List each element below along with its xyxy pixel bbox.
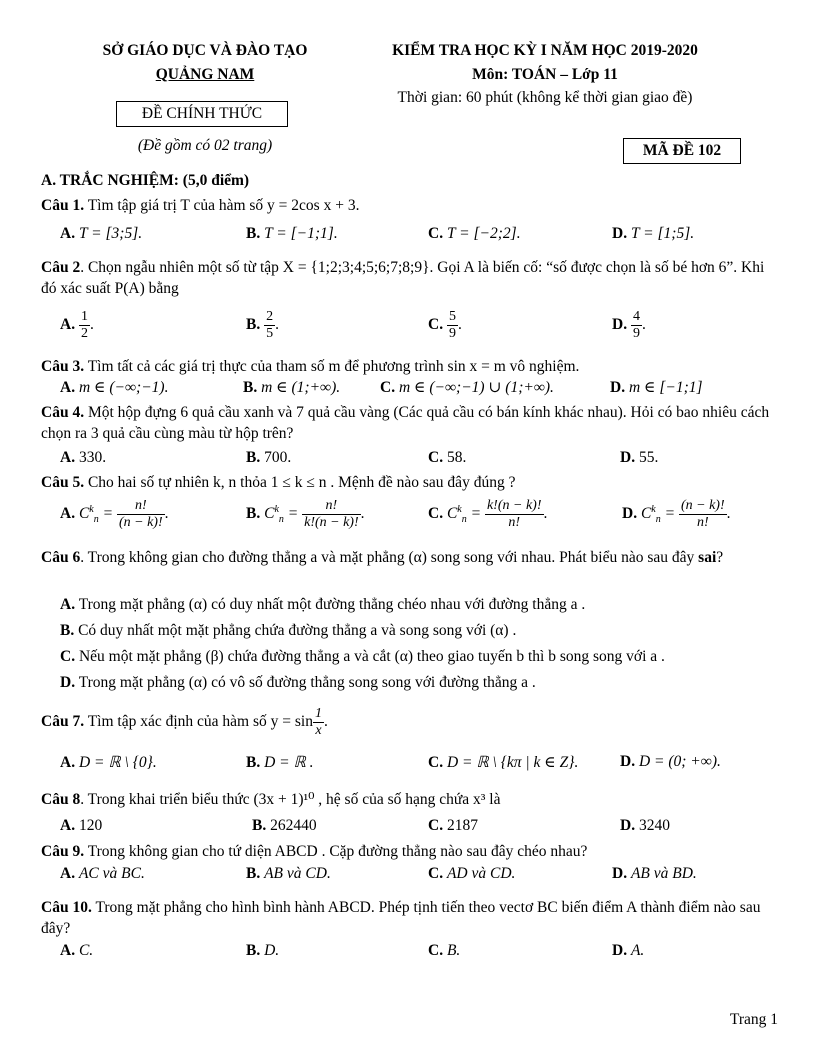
q8-option-d[interactable]: D. 3240: [620, 817, 670, 834]
page-number: Trang 1: [729, 1011, 778, 1028]
q10-option-b[interactable]: B. D.: [246, 942, 280, 959]
exam-title: KIỂM TRA HỌC KỲ I NĂM HỌC 2019-2020: [392, 42, 698, 59]
q3-option-a[interactable]: A. m ∈ (−∞;−1).: [60, 379, 169, 396]
q4-option-d[interactable]: D. 55.: [620, 449, 659, 466]
q5-option-d[interactable]: D. $C^k_n$ = $\frac{(n - k)!}{n!}$ .: [622, 498, 731, 530]
q3-option-c[interactable]: C. m ∈ (−∞;−1) ∪ (1;+∞).: [380, 379, 554, 396]
q4-option-a[interactable]: A. 330.: [60, 449, 107, 466]
q8-option-b[interactable]: B. 262440: [252, 817, 317, 834]
question-8: Câu 8. Trong khai triển biểu thức (3x + 1)¹⁰ , hệ số của số hạng chứa x³ là: [41, 791, 501, 808]
q9-option-d[interactable]: D. AB và BD.: [612, 865, 697, 882]
question-5: Câu 5. Cho hai số tự nhiên k, n thỏa 1 ≤ k ≤ n . Mệnh đề nào sau đây đúng ?: [41, 474, 516, 491]
q9-option-b[interactable]: B. AB và CD.: [246, 865, 331, 882]
official-box: ĐỀ CHÍNH THỨC: [116, 101, 288, 127]
q7-option-a[interactable]: A. D = ℝ \ {0}.: [60, 754, 157, 771]
code-box: MÃ ĐỀ 102: [623, 138, 741, 164]
question-9: Câu 9. Trong không gian cho tứ diện ABCD . Cặp đường thẳng nào sau đây chéo nhau?: [41, 843, 588, 860]
q4-option-b[interactable]: B. 700.: [246, 449, 292, 466]
q5-option-c[interactable]: C. $C^k_n$ = $\frac{k!(n - k)!}{n!}$ .: [428, 498, 548, 530]
q5-option-a[interactable]: A. $C^k_n$ = $\frac{n!}{(n - k)!}$ .: [60, 498, 169, 530]
pages-note: (Đề gồm có 02 trang): [137, 137, 273, 154]
q6-option-b[interactable]: B. Có duy nhất một mặt phẳng chứa đường thẳng a và song song với (α) .: [60, 622, 517, 639]
q1-option-a[interactable]: A. T = [3;5].: [60, 225, 143, 242]
q6-option-c[interactable]: C. Nếu một mặt phẳng (β) chứa đường thẳng a và cắt (α) theo giao tuyến b thì b song song với a .: [60, 648, 665, 665]
q10-option-a[interactable]: A. C.: [60, 942, 94, 959]
dept-name: SỞ GIÁO DỤC VÀ ĐÀO TẠO: [102, 42, 308, 59]
section-title: A. TRẮC NGHIỆM: (5,0 điểm): [41, 172, 250, 189]
q2-option-b[interactable]: B. $\frac{2}{5}$ .: [246, 309, 279, 341]
q6-option-d[interactable]: D. Trong mặt phẳng (α) có vô số đường thẳng song song với đường thẳng a .: [60, 674, 536, 691]
question-4: Câu 4. Một hộp đựng 6 quả cầu xanh và 7 quả cầu vàng (Các quả cầu có bán kính khác nhau). Hỏi có bao nhiêu cách chọn ra 3 quả cầu cùng màu từ hộp trên?: [41, 404, 770, 442]
q3-option-b[interactable]: B. m ∈ (1;+∞).: [243, 379, 341, 396]
question-3: Câu 3. Tìm tất cả các giá trị thực của tham số m để phương trình sin x = m vô nghiệm.: [41, 358, 580, 375]
q7-option-b[interactable]: B. D = ℝ .: [246, 754, 314, 771]
question-2: Câu 2. Chọn ngẫu nhiên một số từ tập X = {1;2;3;4;5;6;7;8;9}. Gọi A là biến cố: “số được chọn là số bé hơn 6”. Khi đó xác suất P(A) bằng: [41, 259, 765, 297]
province-name: QUẢNG NAM: [155, 66, 255, 83]
q9-option-c[interactable]: C. AD và CD.: [428, 865, 516, 882]
q10-option-d[interactable]: D. A.: [612, 942, 645, 959]
question-7: Câu 7. Tìm tập xác định của hàm số y = sin $\frac{1}{x}$ .: [41, 706, 328, 738]
question-6: Câu 6. Trong không gian cho đường thẳng a và mặt phẳng (α) song song với nhau. Phát biểu nào sau đây sai?: [41, 549, 724, 566]
q8-option-c[interactable]: C. 2187: [428, 817, 478, 834]
time-line: Thời gian: 60 phút (không kể thời gian giao đề): [397, 89, 693, 106]
q1-option-b[interactable]: B. T = [−1;1].: [246, 225, 338, 242]
q6-option-a[interactable]: A. Trong mặt phẳng (α) có duy nhất một đường thẳng chéo nhau với đường thẳng a .: [60, 596, 586, 613]
q2-option-d[interactable]: D. $\frac{4}{9}$ .: [612, 309, 646, 341]
q7-option-d[interactable]: D. D = (0; +∞).: [620, 753, 721, 770]
q5-option-b[interactable]: B. $C^k_n$ = $\frac{n!}{k!(n - k)!}$ .: [246, 498, 365, 530]
q9-option-a[interactable]: A. AC và BC.: [60, 865, 145, 882]
q2-option-c[interactable]: C. $\frac{5}{9}$ .: [428, 309, 462, 341]
q10-option-c[interactable]: C. B.: [428, 942, 461, 959]
q3-option-d[interactable]: D. m ∈ [−1;1]: [610, 379, 703, 396]
question-1: Câu 1. Tìm tập giá trị T của hàm số y = 2cos x + 3.: [41, 197, 360, 214]
q4-option-c[interactable]: C. 58.: [428, 449, 467, 466]
question-10: Câu 10. Trong mặt phẳng cho hình bình hành ABCD. Phép tịnh tiến theo vectơ BC biến điểm A thành điểm nào sau đây?: [41, 899, 761, 937]
q1-option-c[interactable]: C. T = [−2;2].: [428, 225, 521, 242]
subject-line: Môn: TOÁN – Lớp 11: [472, 66, 618, 83]
q7-option-c[interactable]: C. D = ℝ \ {kπ | k ∈ Z}.: [428, 754, 579, 771]
q8-option-a[interactable]: A. 120: [60, 817, 103, 834]
q1-option-d[interactable]: D. T = [1;5].: [612, 225, 695, 242]
q2-option-a[interactable]: A. $\frac{1}{2}$ .: [60, 309, 94, 341]
